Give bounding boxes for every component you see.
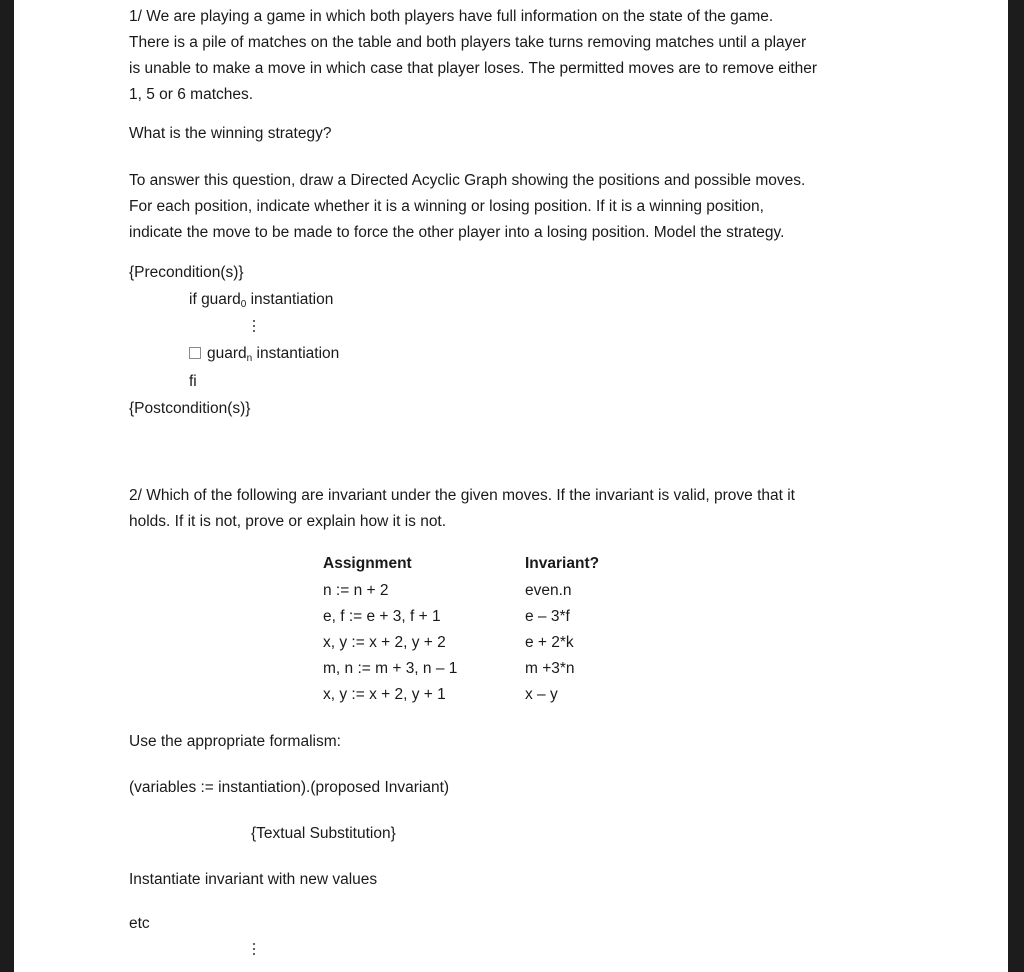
- guard-subscript: n: [246, 353, 253, 364]
- assignment-cell: n := n + 2: [323, 582, 389, 599]
- instantiation-label: instantiation: [250, 291, 334, 308]
- invariant-cell: x – y: [525, 686, 558, 703]
- precondition: {Precondition(s)}: [129, 264, 244, 281]
- assignment-cell: e, f := e + 3, f + 1: [323, 608, 441, 625]
- assignment-cell: x, y := x + 2, y + 1: [323, 686, 446, 703]
- vertical-ellipsis-icon: [253, 943, 257, 958]
- fi-keyword: fi: [189, 373, 197, 390]
- postcondition: {Postcondition(s)}: [129, 400, 251, 417]
- etc-text: etc: [129, 915, 150, 932]
- instantiate-note: Instantiate invariant with new values: [129, 871, 378, 888]
- assignment-header: Assignment: [323, 555, 412, 572]
- assignment-cell: x, y := x + 2, y + 2: [323, 634, 446, 651]
- guard-label: guard: [201, 291, 241, 308]
- document-page: [14, 0, 1008, 972]
- q1-line: 1, 5 or 6 matches.: [129, 86, 254, 103]
- instruction-line: To answer this question, draw a Directed Acyclic Graph showing the positions and possible moves.: [129, 172, 806, 189]
- vertical-ellipsis-icon: [253, 320, 257, 335]
- invariant-cell: e – 3*f: [525, 608, 570, 625]
- invariant-cell: even.n: [525, 582, 572, 599]
- q1-line: 1/ We are playing a game in which both players have full information on the state of the game.: [129, 8, 774, 25]
- textual-substitution: {Textual Substitution}: [251, 825, 396, 842]
- guard-separator-box-icon: [189, 347, 201, 359]
- invariant-cell: m +3*n: [525, 660, 575, 677]
- q2-statement: [129, 483, 929, 535]
- q1-question: What is the winning strategy?: [129, 125, 332, 142]
- formalism-heading: Use the appropriate formalism:: [129, 733, 341, 750]
- guard-line-n: [189, 345, 339, 364]
- instruction-line: For each position, indicate whether it is a winning or losing position. If it is a winning position,: [129, 198, 764, 215]
- q1-line: There is a pile of matches on the table and both players take turns removing matches until a player: [129, 34, 807, 51]
- guard-label: guard: [207, 345, 247, 362]
- invariant-header: Invariant?: [525, 555, 600, 572]
- assignment-cell: m, n := m + 3, n – 1: [323, 660, 458, 677]
- q2-line: holds. If it is not, prove or explain how it is not.: [129, 513, 447, 530]
- guard-subscript: 0: [240, 299, 247, 310]
- guard-line-0: [189, 291, 333, 310]
- q2-line: 2/ Which of the following are invariant under the given moves. If the invariant is valid, prove that it: [129, 487, 795, 504]
- instruction-line: indicate the move to be made to force the other player into a losing position. Model the strategy.: [129, 224, 785, 241]
- formalism-expression: (variables := instantiation).(proposed Invariant): [129, 779, 450, 796]
- instantiation-label: instantiation: [256, 345, 340, 362]
- invariant-cell: e + 2*k: [525, 634, 574, 651]
- q1-line: is unable to make a move in which case that player loses. The permitted moves are to remove either: [129, 60, 818, 77]
- q1-instructions: [129, 168, 929, 246]
- if-keyword: if: [189, 291, 197, 308]
- q1-statement: [129, 4, 929, 108]
